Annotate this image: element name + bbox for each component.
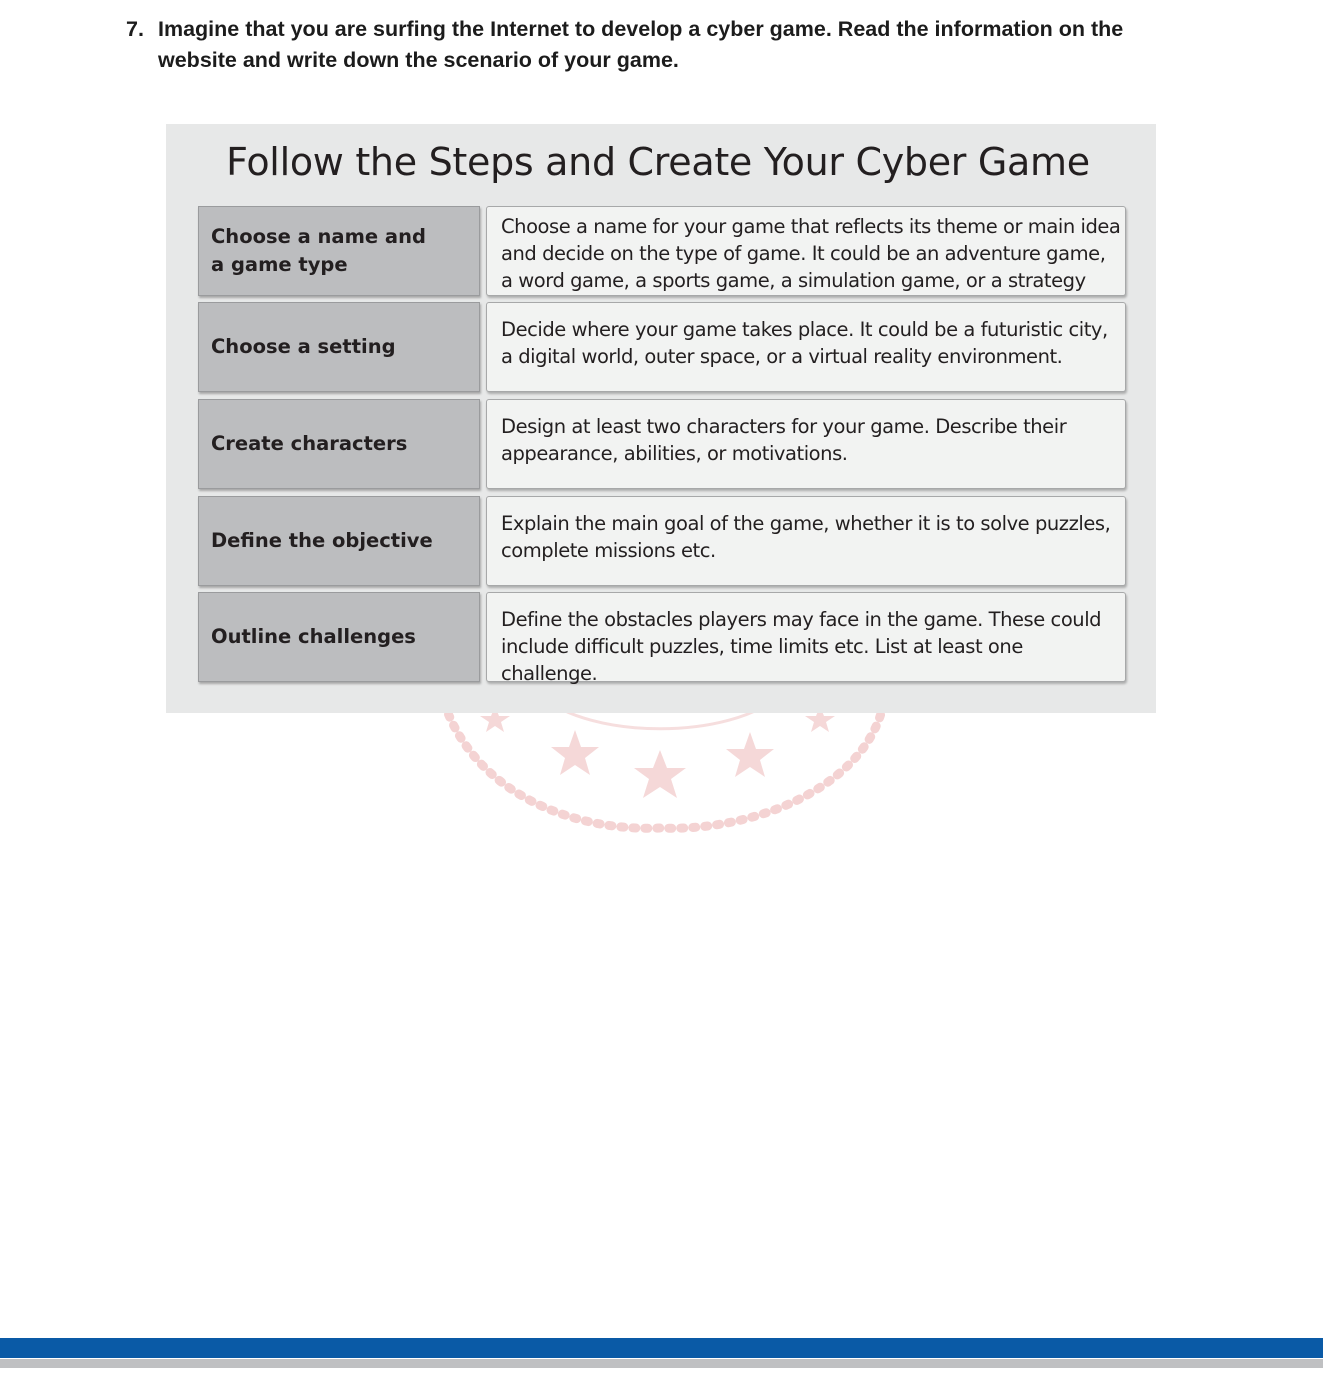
step-row-setting xyxy=(198,302,1126,392)
step-label: Create characters xyxy=(198,399,480,489)
footer-grey-bar xyxy=(0,1359,1323,1368)
step-label: Outline challenges xyxy=(198,592,480,682)
step-label: Choose a name and a game type xyxy=(198,206,480,296)
question-text: Imagine that you are surfing the Internet to develop a cyber game. Read the information on the website and write down the scenario of your game. xyxy=(158,17,1124,72)
panel-title: Follow the Steps and Create Your Cyber Game xyxy=(226,140,1090,184)
step-row-challenges xyxy=(198,592,1126,685)
footer-blue-bar xyxy=(0,1338,1323,1358)
question xyxy=(126,14,1186,76)
step-description: Decide where your game takes place. It could be a futuristic city, a digital world, outer space, or a virtual reality environment. xyxy=(486,302,1126,392)
step-row-name-type xyxy=(198,206,1126,296)
step-description: Explain the main goal of the game, whether it is to solve puzzles, complete missions etc. xyxy=(486,496,1126,586)
step-label: Choose a setting xyxy=(198,302,480,392)
question-number: 7. xyxy=(126,17,144,41)
step-description: Design at least two characters for your game. Describe their appearance, abilities, or motivations. xyxy=(486,399,1126,489)
step-description: Choose a name for your game that reflects its theme or main idea and decide on the type of game. It could be an adventure game, a word game, a sports game, a simulation game, or a strategy xyxy=(486,206,1126,296)
step-label: Define the objective xyxy=(198,496,480,586)
step-row-characters xyxy=(198,399,1126,489)
step-description: Define the obstacles players may face in the game. These could include difficult puzzles, time limits etc. List at least one challenge. xyxy=(486,592,1126,682)
step-row-objective xyxy=(198,496,1126,586)
